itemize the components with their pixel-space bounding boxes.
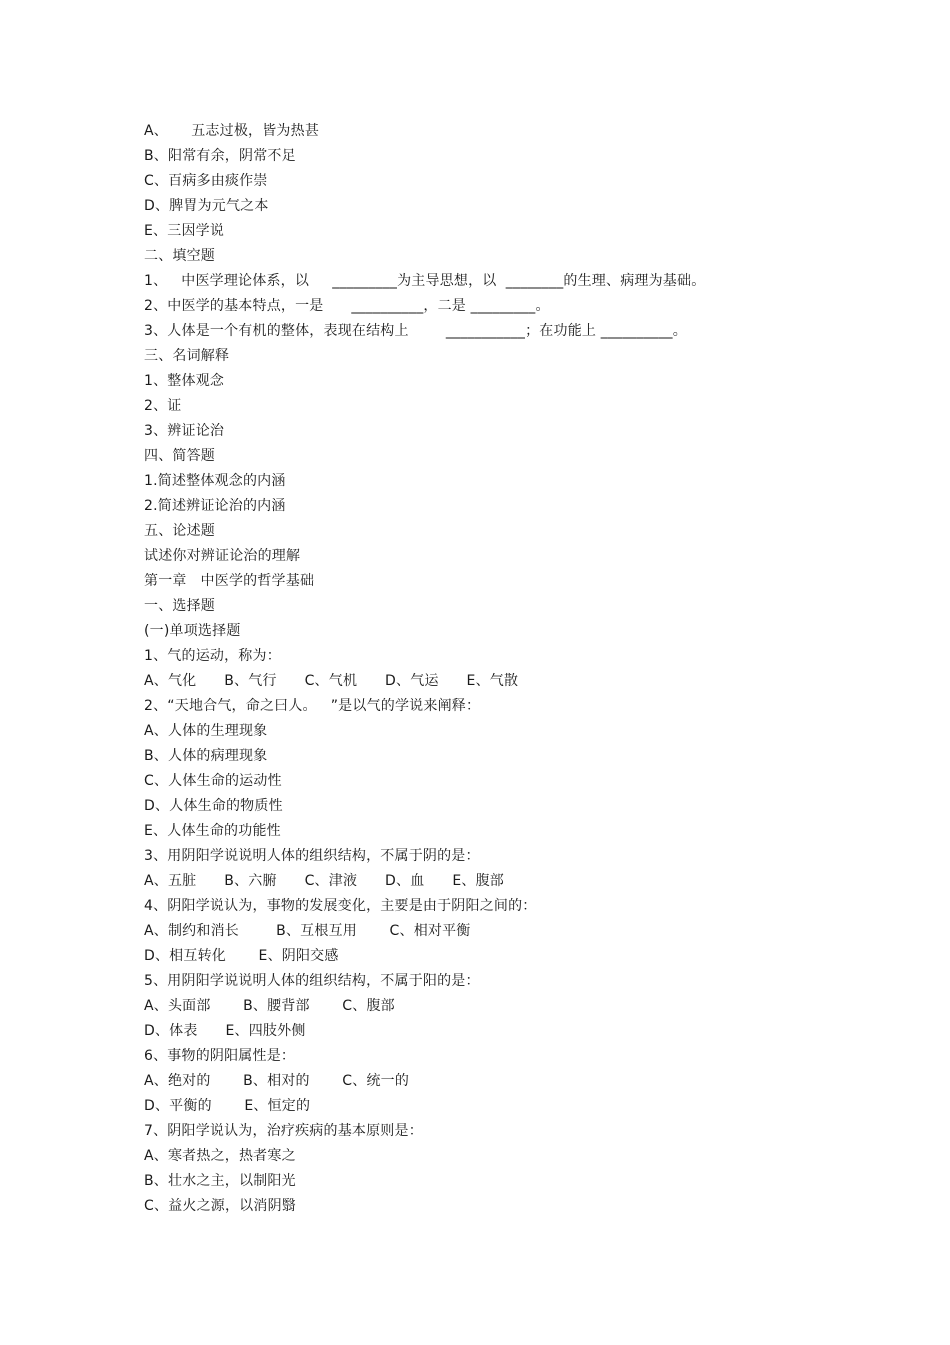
answer-option: E、人体生命的功能性 [144,823,281,839]
subsection-heading: (一)单项选择题 [144,623,241,639]
term-item: 2、证 [144,398,182,414]
document-body [144,119,844,1219]
fill-blank-question: 1、 中医学理论体系，以 _________为主导思想，以 ________的生理、病理为基础。 [144,273,706,289]
chapter-title: 第一章 中医学的哲学基础 [144,573,315,589]
question-stem: 3、用阴阳学说说明人体的组织结构，不属于阴的是： [144,848,480,864]
term-item: 3、辨证论治 [144,423,225,439]
essay-question: 试述你对辨证论治的理解 [144,548,301,564]
answer-options-row: A、绝对的 B、相对的 C、统一的 [144,1073,410,1089]
answer-options-row: A、五脏 B、六腑 C、津液 D、血 E、腹部 [144,873,504,889]
answer-option: D、脾胃为元气之本 [144,198,269,214]
answer-option: C、益火之源，以消阴翳 [144,1198,296,1214]
fill-blank-question: 2、中医学的基本特点，一是 __________，二是 _________。 [144,298,550,314]
question-stem: 7、阴阳学说认为，治疗疾病的基本原则是： [144,1123,423,1139]
short-answer-question: 1.简述整体观念的内涵 [144,473,286,489]
answer-option: C、百病多由痰作崇 [144,173,268,189]
answer-options-row: D、体表 E、四肢外侧 [144,1023,306,1039]
answer-option: A、人体的生理现象 [144,723,268,739]
answer-option: E、三因学说 [144,223,225,239]
answer-options-row: A、制约和消长 B、互根互用 C、相对平衡 [144,923,471,939]
question-stem: 5、用阴阳学说说明人体的组织结构，不属于阳的是： [144,973,480,989]
question-stem: 4、阴阳学说认为，事物的发展变化，主要是由于阴阳之间的： [144,898,537,914]
section-heading: 五、论述题 [144,523,215,539]
answer-options-row: D、平衡的 E、恒定的 [144,1098,311,1114]
answer-options-row: A、气化 B、气行 C、气机 D、气运 E、气散 [144,673,519,689]
answer-option: C、人体生命的运动性 [144,773,282,789]
section-heading: 二、填空题 [144,248,215,264]
answer-options-row: A、头面部 B、腰背部 C、腹部 [144,998,395,1014]
answer-option: A、寒者热之，热者寒之 [144,1148,296,1164]
section-heading: 三、名词解释 [144,348,230,364]
term-item: 1、整体观念 [144,373,225,389]
answer-option: A、 五志过极，皆为热甚 [144,123,320,139]
section-heading: 四、简答题 [144,448,215,464]
answer-option: B、壮水之主，以制阳光 [144,1173,296,1189]
fill-blank-question: 3、人体是一个有机的整体，表现在结构上 ___________；在功能上 __________。 [144,323,687,339]
short-answer-question: 2.简述辨证论治的内涵 [144,498,286,514]
question-stem: 1、气的运动，称为： [144,648,281,664]
question-stem: 6、事物的阴阳属性是： [144,1048,296,1064]
section-heading: 一、选择题 [144,598,215,614]
answer-options-row: D、相互转化 E、阴阳交感 [144,948,339,964]
question-stem: 2、“天地合气，命之曰人。 ”是以气的学说来阐释： [144,698,481,714]
answer-option: B、阳常有余，阴常不足 [144,148,296,164]
answer-option: D、人体生命的物质性 [144,798,283,814]
answer-option: B、人体的病理现象 [144,748,268,764]
